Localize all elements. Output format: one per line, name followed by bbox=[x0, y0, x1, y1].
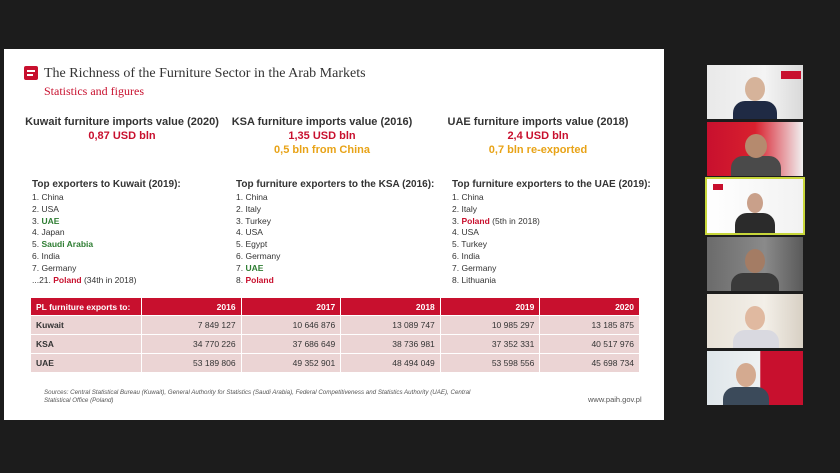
list-item: 1. China bbox=[32, 192, 64, 202]
list-item: 4. USA bbox=[236, 227, 263, 238]
ksa-exporters-list bbox=[236, 178, 434, 286]
table-header-cell: 2016 bbox=[142, 298, 241, 315]
person-silhouette bbox=[733, 101, 777, 119]
kuwait-imports-block bbox=[22, 116, 222, 142]
slide-subtitle: Statistics and figures bbox=[44, 84, 144, 98]
list-heading: Top furniture exporters to the KSA (2016): bbox=[236, 179, 435, 190]
table-cell-country: UAE bbox=[31, 354, 141, 372]
person-silhouette bbox=[733, 330, 779, 348]
person-silhouette bbox=[731, 273, 779, 291]
person-silhouette bbox=[731, 156, 781, 176]
table-cell: 34 770 226 bbox=[142, 335, 241, 353]
participant-video-tile[interactable] bbox=[707, 65, 803, 119]
table-cell: 10 985 297 bbox=[441, 316, 540, 334]
exports-table bbox=[30, 297, 640, 373]
list-item: ...21. Poland (34th in 2018) bbox=[32, 274, 137, 285]
list-item: 6. India bbox=[452, 250, 480, 261]
website-url: www.paih.gov.pl bbox=[588, 395, 642, 404]
table-header-cell: 2019 bbox=[441, 298, 540, 315]
table-cell: 53 598 556 bbox=[441, 354, 540, 372]
table-cell: 49 352 901 bbox=[242, 354, 341, 372]
logo-banner-icon bbox=[713, 184, 723, 190]
person-silhouette bbox=[735, 213, 775, 233]
column-value: 2,4 USD bln bbox=[507, 130, 569, 142]
person-head bbox=[745, 306, 765, 330]
paih-logo-icon bbox=[24, 66, 38, 80]
slide-title: The Richness of the Furniture Sector in the Arab Markets bbox=[44, 66, 366, 81]
list-item: 2. USA bbox=[32, 203, 59, 214]
column-heading: KSA furniture imports value (2016) bbox=[231, 116, 413, 128]
table-header-cell: 2017 bbox=[242, 298, 341, 315]
table-cell: 40 517 976 bbox=[540, 335, 639, 353]
list-item: 2. Italy bbox=[452, 203, 478, 214]
table-cell: 7 849 127 bbox=[142, 316, 241, 334]
participant-video-tile[interactable] bbox=[707, 237, 803, 291]
participant-video-tile[interactable] bbox=[707, 351, 803, 405]
participant-video-tile-active[interactable] bbox=[707, 179, 803, 233]
column-heading: Kuwait furniture imports value (2020) bbox=[25, 116, 219, 128]
list-item: 3. Turkey bbox=[236, 215, 271, 226]
list-item: 7. UAE bbox=[236, 262, 264, 273]
column-note: 0,7 bln re-exported bbox=[488, 144, 588, 156]
person-head bbox=[745, 249, 765, 273]
list-heading: Top furniture exporters to the UAE (2019): bbox=[452, 179, 651, 190]
column-note: 0,5 bln from China bbox=[274, 144, 370, 156]
column-value: 1,35 USD bln bbox=[288, 130, 356, 142]
person-head bbox=[745, 77, 765, 101]
list-item: 4. USA bbox=[452, 227, 479, 238]
table-cell: 13 089 747 bbox=[341, 316, 440, 334]
list-item: 4. Japan bbox=[32, 227, 65, 238]
list-heading: Top exporters to Kuwait (2019): bbox=[32, 179, 181, 190]
list-item: 5. Turkey bbox=[452, 239, 487, 250]
list-item: 8. Lithuania bbox=[452, 274, 496, 285]
table-cell: 48 494 049 bbox=[341, 354, 440, 372]
sources-footnote: Sources: Central Statistical Bureau (Kuwait), General Authority for Statistics (Saudi Arabia), Federal Competitiveness and Statistics Authority (UAE), Central Statistical Office (Poland) bbox=[44, 389, 471, 404]
table-cell: 13 185 875 bbox=[540, 316, 639, 334]
list-item: 1. China bbox=[452, 192, 484, 202]
logo-banner-icon bbox=[781, 71, 801, 79]
list-item: 7. Germany bbox=[32, 262, 77, 273]
table-header-cell: PL furniture exports to: bbox=[31, 298, 141, 315]
column-heading: UAE furniture imports value (2018) bbox=[447, 116, 629, 128]
column-value: 0,87 USD bln bbox=[88, 130, 156, 142]
table-row bbox=[31, 335, 639, 353]
table-row bbox=[31, 354, 639, 372]
table-cell: 53 189 806 bbox=[142, 354, 241, 372]
list-item: 8. Poland bbox=[236, 274, 274, 285]
list-item: 1. China bbox=[236, 192, 268, 202]
ksa-imports-block bbox=[222, 116, 422, 156]
list-item: 7. Germany bbox=[452, 262, 497, 273]
list-item: 3. UAE bbox=[32, 215, 60, 226]
table-row bbox=[31, 316, 639, 334]
list-item: 6. Germany bbox=[236, 250, 281, 261]
list-item: 5. Saudi Arabia bbox=[32, 239, 94, 250]
table-cell-country: KSA bbox=[31, 335, 141, 353]
person-head bbox=[747, 193, 763, 213]
participant-video-tile[interactable] bbox=[707, 294, 803, 348]
kuwait-exporters-list bbox=[32, 178, 181, 286]
table-cell-country: Kuwait bbox=[31, 316, 141, 334]
presentation-slide bbox=[4, 49, 664, 420]
person-head bbox=[736, 363, 756, 387]
table-cell: 10 646 876 bbox=[242, 316, 341, 334]
list-item: 6. India bbox=[32, 250, 60, 261]
table-cell: 37 352 331 bbox=[441, 335, 540, 353]
table-header-row bbox=[31, 298, 639, 315]
list-item: 5. Egypt bbox=[236, 239, 268, 250]
table-cell: 45 698 734 bbox=[540, 354, 639, 372]
table-header-cell: 2018 bbox=[341, 298, 440, 315]
uae-imports-block bbox=[438, 116, 638, 156]
table-header-cell: 2020 bbox=[540, 298, 639, 315]
list-item: 2. Italy bbox=[236, 203, 262, 214]
table-cell: 38 736 981 bbox=[341, 335, 440, 353]
table-cell: 37 686 649 bbox=[242, 335, 341, 353]
list-item: 3. Poland (5th in 2018) bbox=[452, 215, 540, 226]
person-head bbox=[745, 134, 767, 158]
person-silhouette bbox=[723, 387, 769, 405]
participant-video-tile[interactable] bbox=[707, 122, 803, 176]
uae-exporters-list bbox=[452, 178, 651, 286]
